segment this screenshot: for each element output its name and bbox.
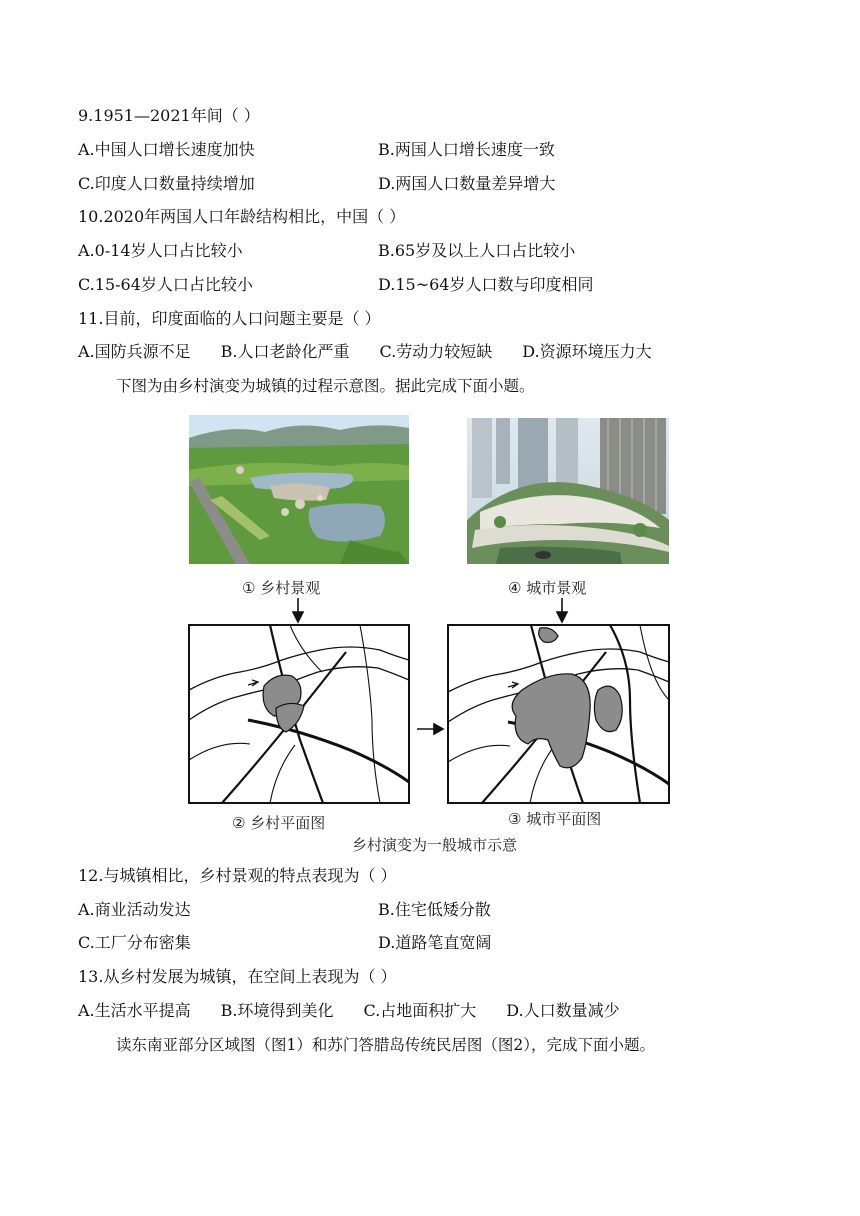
intro-text-1: 下图为由乡村演变为城镇的过程示意图。据此完成下面小题。: [116, 377, 535, 395]
q11-option-a: A.国防兵源不足: [78, 342, 191, 361]
q13-option-b: B.环境得到美化: [220, 1001, 334, 1020]
q11-option-c: C.劳动力较短缺: [379, 342, 493, 361]
label-city-plan: ③ 城市平面图: [508, 810, 602, 828]
q11-option-d: D.资源环境压力大: [522, 342, 652, 361]
q9-option-a: A.中国人口增长速度加快: [78, 140, 255, 159]
city-landscape-photo: [467, 418, 669, 564]
transition-arrow: [417, 724, 443, 734]
rural-plan-map: [189, 625, 409, 803]
q10-option-c: C.15-64岁人口占比较小: [78, 275, 253, 294]
label-city-landscape: ④ 城市景观: [508, 579, 587, 597]
intro-text-2: 读东南亚部分区域图（图1）和苏门答腊岛传统民居图（图2），完成下面小题。: [116, 1036, 655, 1054]
q10-option-a: A.0-14岁人口占比较小: [78, 241, 243, 260]
q11-option-b: B.人口老龄化严重: [220, 342, 350, 361]
figure-caption: 乡村演变为一般城市示意: [352, 836, 518, 854]
q12-option-d: D.道路笔直宽阔: [378, 933, 492, 952]
q13-option-c: C.占地面积扩大: [363, 1001, 477, 1020]
question-11-stem: 11.目前，印度面临的人口问题主要是（ ）: [78, 309, 381, 328]
q12-option-b: B.住宅低矮分散: [378, 900, 491, 919]
question-9-stem: 9.1951—2021年间（ ）: [78, 106, 260, 125]
q9-option-d: D.两国人口数量差异增大: [378, 174, 556, 193]
q10-option-b: B.65岁及以上人口占比较小: [378, 241, 576, 260]
q13-options-row: [78, 1001, 620, 1021]
question-10-stem: 10.2020年两国人口年龄结构相比，中国（ ）: [78, 207, 406, 226]
rural-landscape-photo: [189, 415, 409, 564]
arrow-photo1-down: [293, 598, 303, 622]
question-13-stem: 13.从乡村发展为城镇，在空间上表现为（ ）: [78, 967, 397, 986]
q12-option-a: A.商业活动发达: [78, 900, 191, 919]
city-plan-map: [448, 625, 669, 803]
q13-option-d: D.人口数量减少: [506, 1001, 620, 1020]
q10-option-d: D.15~64岁人口数与印度相同: [378, 275, 594, 294]
question-12-stem: 12.与城镇相比，乡村景观的特点表现为（ ）: [78, 866, 397, 885]
arrow-photo4-down: [557, 598, 567, 622]
q13-option-a: A.生活水平提高: [78, 1001, 191, 1020]
q9-option-b: B.两国人口增长速度一致: [378, 140, 555, 159]
q12-option-c: C.工厂分布密集: [78, 933, 191, 952]
q9-option-c: C.印度人口数量持续增加: [78, 174, 255, 193]
label-rural-landscape: ① 乡村景观: [242, 579, 321, 597]
label-rural-plan: ② 乡村平面图: [232, 814, 326, 832]
